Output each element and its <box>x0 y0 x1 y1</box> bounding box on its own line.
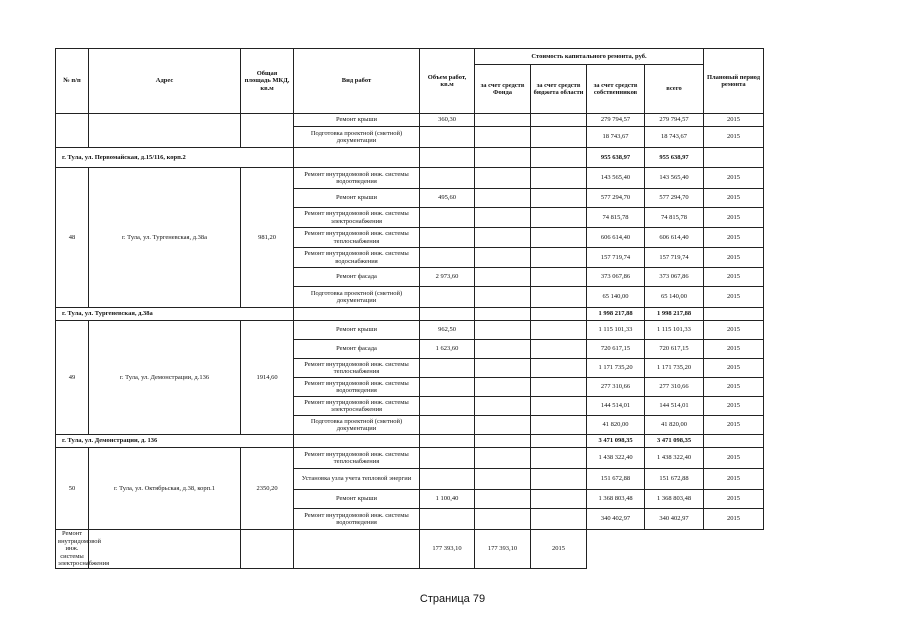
address-cell: г. Тула, ул. Октябрьская, д.38, корп.1 <box>89 448 241 530</box>
total-cell: 177 393,10 <box>475 530 531 569</box>
address-cell: г. Тула, ул. Демонстрации, д.136 <box>89 321 241 435</box>
work-type-cell: Ремонт внутридомовой инж. системы электроснабжения <box>294 397 420 416</box>
work-type-cell: Ремонт фасада <box>294 340 420 359</box>
work-type-cell: Ремонт внутридомовой инж. системы электроснабжения <box>56 530 89 569</box>
owners-cell: 41 820,00 <box>587 416 645 435</box>
period-cell: 2015 <box>704 509 764 530</box>
period-cell: 2015 <box>704 248 764 268</box>
volume-cell: 495,60 <box>420 189 475 208</box>
volume-cell <box>420 228 475 248</box>
work-type-cell: Ремонт внутридомовой инж. системы теплоснабжения <box>294 359 420 378</box>
owners-cell: 955 638,97 <box>587 148 645 168</box>
period-cell: 2015 <box>704 287 764 308</box>
fund-cell <box>475 340 531 359</box>
header-cost-group: Стоимость капитального ремонта, руб. <box>475 49 704 65</box>
period-cell <box>704 148 764 168</box>
volume-cell <box>420 127 475 148</box>
volume-cell <box>420 416 475 435</box>
budget-cell <box>531 114 587 127</box>
owners-cell: 1 438 322,40 <box>587 448 645 469</box>
fund-cell <box>475 189 531 208</box>
fund-cell <box>475 228 531 248</box>
budget-cell <box>531 127 587 148</box>
table-row <box>56 448 764 469</box>
period-cell: 2015 <box>704 359 764 378</box>
period-cell <box>704 435 764 448</box>
volume-cell <box>420 168 475 189</box>
subtotal-row <box>56 148 764 168</box>
budget-cell <box>531 287 587 308</box>
total-cell: 577 294,70 <box>645 189 704 208</box>
total-cell: 3 471 098,35 <box>645 435 704 448</box>
fund-cell <box>475 397 531 416</box>
budget-cell <box>531 448 587 469</box>
work-type-cell: Ремонт внутридомовой инж. системы теплоснабжения <box>294 448 420 469</box>
period-cell: 2015 <box>704 268 764 287</box>
fund-cell <box>475 378 531 397</box>
subtotal-row <box>56 308 764 321</box>
period-cell: 2015 <box>704 321 764 340</box>
area-cell: 1914,60 <box>241 321 294 435</box>
volume-cell <box>420 287 475 308</box>
page-number: Страница 79 <box>419 593 486 605</box>
volume-cell <box>420 148 475 168</box>
fund-cell <box>475 127 531 148</box>
table-row <box>56 530 764 569</box>
table-row <box>56 114 764 127</box>
table-row <box>56 168 764 189</box>
volume-cell <box>420 509 475 530</box>
total-cell: 373 067,86 <box>645 268 704 287</box>
volume-cell <box>420 359 475 378</box>
work-type-cell: Ремонт внутридомовой инж. системы электроснабжения <box>294 208 420 228</box>
owners-cell: 1 171 735,20 <box>587 359 645 378</box>
volume-cell <box>420 208 475 228</box>
total-cell: 157 719,74 <box>645 248 704 268</box>
row-number <box>56 114 89 148</box>
work-type-cell: Подготовка проектной (сметной) документации <box>294 287 420 308</box>
work-type-cell <box>294 308 420 321</box>
owners-cell: 1 115 101,33 <box>587 321 645 340</box>
fund-cell <box>475 248 531 268</box>
volume-cell <box>420 308 475 321</box>
total-cell: 41 820,00 <box>645 416 704 435</box>
period-cell: 2015 <box>704 340 764 359</box>
owners-cell: 373 067,86 <box>587 268 645 287</box>
owners-cell: 157 719,74 <box>587 248 645 268</box>
header-budget: за счет средств бюджета области <box>531 65 587 114</box>
fund-cell <box>475 448 531 469</box>
total-cell: 955 638,97 <box>645 148 704 168</box>
owners-cell: 277 310,66 <box>587 378 645 397</box>
owners-cell: 3 471 098,35 <box>587 435 645 448</box>
fund-cell <box>475 321 531 340</box>
period-cell <box>704 308 764 321</box>
owners-cell: 151 672,88 <box>587 469 645 490</box>
owners-cell: 74 815,78 <box>587 208 645 228</box>
budget-cell <box>531 321 587 340</box>
budget-cell <box>531 340 587 359</box>
total-cell: 143 565,40 <box>645 168 704 189</box>
work-type-cell: Ремонт крыши <box>294 321 420 340</box>
budget-cell <box>531 509 587 530</box>
volume-cell: 360,30 <box>420 114 475 127</box>
fund-cell <box>475 168 531 189</box>
fund-cell <box>475 509 531 530</box>
volume-cell <box>89 530 241 569</box>
fund-cell <box>475 416 531 435</box>
budget-cell <box>531 228 587 248</box>
owners-cell: 143 565,40 <box>587 168 645 189</box>
budget-cell <box>531 208 587 228</box>
work-type-cell <box>294 435 420 448</box>
period-cell: 2015 <box>704 228 764 248</box>
work-type-cell <box>294 148 420 168</box>
header-period: Плановый период ремонта <box>704 49 764 114</box>
period-cell: 2015 <box>531 530 587 569</box>
work-type-cell: Ремонт внутридомовой инж. системы водоснабжения <box>294 248 420 268</box>
budget-cell <box>531 248 587 268</box>
budget-cell <box>531 308 587 321</box>
budget-cell <box>531 397 587 416</box>
volume-cell <box>420 248 475 268</box>
work-type-cell: Ремонт внутридомовой инж. системы водоотведения <box>294 378 420 397</box>
total-cell: 144 514,01 <box>645 397 704 416</box>
owners-cell: 1 368 803,48 <box>587 490 645 509</box>
total-cell: 1 368 803,48 <box>645 490 704 509</box>
total-cell: 1 998 217,88 <box>645 308 704 321</box>
budget-cell <box>531 168 587 189</box>
volume-cell <box>420 469 475 490</box>
volume-cell <box>420 435 475 448</box>
total-cell: 18 743,67 <box>645 127 704 148</box>
owners-cell: 279 794,57 <box>587 114 645 127</box>
fund-cell <box>475 268 531 287</box>
total-cell: 74 815,78 <box>645 208 704 228</box>
volume-cell <box>420 378 475 397</box>
fund-cell <box>475 359 531 378</box>
total-cell: 1 438 322,40 <box>645 448 704 469</box>
header-fund: за счет средств Фонда <box>475 65 531 114</box>
period-cell: 2015 <box>704 448 764 469</box>
owners-cell: 606 614,40 <box>587 228 645 248</box>
area-cell: 981,20 <box>241 168 294 308</box>
subtotal-address: г. Тула, ул. Тургеневская, д.38а <box>56 308 294 321</box>
budget-cell <box>531 469 587 490</box>
repair-table <box>55 48 764 569</box>
row-number: 49 <box>56 321 89 435</box>
budget-cell <box>531 148 587 168</box>
volume-cell <box>420 397 475 416</box>
budget-cell <box>531 490 587 509</box>
subtotal-row <box>56 435 764 448</box>
subtotal-address: г. Тула, ул. Демонстрации, д. 136 <box>56 435 294 448</box>
work-type-cell: Ремонт крыши <box>294 490 420 509</box>
total-cell: 606 614,40 <box>645 228 704 248</box>
fund-cell <box>241 530 294 569</box>
total-cell: 277 310,66 <box>645 378 704 397</box>
address-cell: г. Тула, ул. Тургеневская, д.38а <box>89 168 241 308</box>
header-num: № п/п <box>56 49 89 114</box>
total-cell: 151 672,88 <box>645 469 704 490</box>
work-type-cell: Ремонт внутридомовой инж. системы теплоснабжения <box>294 228 420 248</box>
total-cell: 279 794,57 <box>645 114 704 127</box>
period-cell: 2015 <box>704 490 764 509</box>
work-type-cell: Ремонт крыши <box>294 189 420 208</box>
total-cell: 1 171 735,20 <box>645 359 704 378</box>
period-cell: 2015 <box>704 189 764 208</box>
volume-cell: 1 623,60 <box>420 340 475 359</box>
fund-cell <box>475 148 531 168</box>
work-type-cell: Ремонт внутридомовой инж. системы водоотведения <box>294 168 420 189</box>
work-type-cell: Ремонт внутридомовой инж. системы водоотведения <box>294 509 420 530</box>
volume-cell: 1 100,40 <box>420 490 475 509</box>
total-cell: 1 115 101,33 <box>645 321 704 340</box>
period-cell: 2015 <box>704 127 764 148</box>
owners-cell: 144 514,01 <box>587 397 645 416</box>
owners-cell: 65 140,00 <box>587 287 645 308</box>
volume-cell: 2 973,60 <box>420 268 475 287</box>
header-address: Адрес <box>89 49 241 114</box>
total-cell: 720 617,15 <box>645 340 704 359</box>
work-type-cell: Установка узла учета тепловой энергии <box>294 469 420 490</box>
volume-cell <box>420 448 475 469</box>
budget-cell <box>531 268 587 287</box>
row-number: 48 <box>56 168 89 308</box>
fund-cell <box>475 435 531 448</box>
fund-cell <box>475 208 531 228</box>
fund-cell <box>475 469 531 490</box>
volume-cell: 962,50 <box>420 321 475 340</box>
area-cell: 2350,20 <box>241 448 294 530</box>
row-number: 50 <box>56 448 89 530</box>
fund-cell <box>475 287 531 308</box>
period-cell: 2015 <box>704 469 764 490</box>
table-row <box>56 321 764 340</box>
work-type-cell: Подготовка проектной (сметной) документации <box>294 416 420 435</box>
header-volume: Объем работ, кв.м <box>420 49 475 114</box>
owners-cell: 177 393,10 <box>420 530 475 569</box>
owners-cell: 18 743,67 <box>587 127 645 148</box>
work-type-cell: Ремонт фасада <box>294 268 420 287</box>
budget-cell <box>531 189 587 208</box>
work-type-cell: Ремонт крыши <box>294 114 420 127</box>
period-cell: 2015 <box>704 168 764 189</box>
owners-cell: 577 294,70 <box>587 189 645 208</box>
header-owners: за счет средств собственников <box>587 65 645 114</box>
period-cell: 2015 <box>704 114 764 127</box>
address-cell <box>89 114 241 148</box>
area-cell <box>241 114 294 148</box>
budget-cell <box>531 359 587 378</box>
total-cell: 65 140,00 <box>645 287 704 308</box>
fund-cell <box>475 490 531 509</box>
period-cell: 2015 <box>704 208 764 228</box>
owners-cell: 1 998 217,88 <box>587 308 645 321</box>
header-total: всего <box>645 65 704 114</box>
budget-cell <box>531 378 587 397</box>
subtotal-address: г. Тула, ул. Первомайская, д.15/116, корп.2 <box>56 148 294 168</box>
header-area: Общая площадь МКД, кв.м <box>241 49 294 114</box>
fund-cell <box>475 114 531 127</box>
header-work-type: Вид работ <box>294 49 420 114</box>
owners-cell: 340 402,97 <box>587 509 645 530</box>
period-cell: 2015 <box>704 378 764 397</box>
owners-cell: 720 617,15 <box>587 340 645 359</box>
period-cell: 2015 <box>704 416 764 435</box>
period-cell: 2015 <box>704 397 764 416</box>
budget-cell <box>294 530 420 569</box>
budget-cell <box>531 435 587 448</box>
total-cell: 340 402,97 <box>645 509 704 530</box>
budget-cell <box>531 416 587 435</box>
work-type-cell: Подготовка проектной (сметной) документации <box>294 127 420 148</box>
fund-cell <box>475 308 531 321</box>
